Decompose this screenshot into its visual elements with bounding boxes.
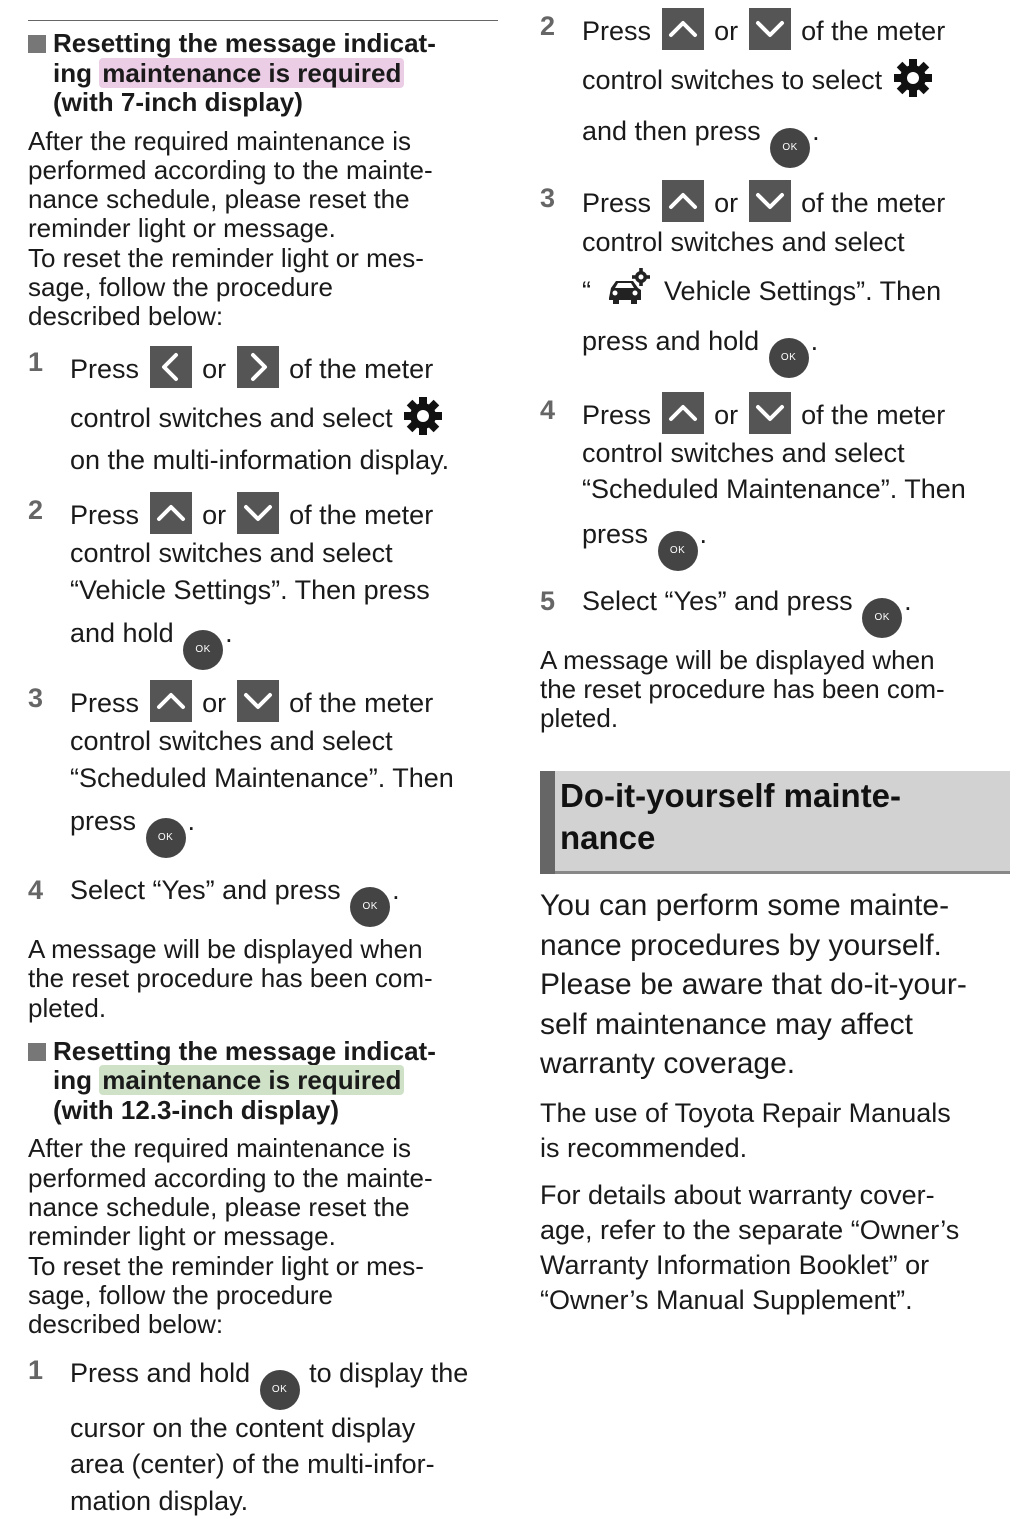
para-line: For details about warranty cover- [540, 1179, 935, 1210]
step-text: of the meter [289, 688, 434, 719]
step-text: Press [70, 353, 140, 384]
gear-icon [402, 395, 444, 437]
step-text: press [70, 806, 137, 837]
step-text: or [202, 500, 227, 531]
para-line: warranty coverage. [540, 1047, 796, 1081]
para-line: Please be aware that do-it-your- [540, 968, 967, 1002]
right-step-5 [540, 579, 1010, 638]
heading-line-3: (with 7-inch display) [53, 87, 303, 117]
step-text: of the meter [801, 188, 946, 218]
step-number: 2 [540, 11, 556, 41]
para-line: performed according to the mainte- [28, 154, 433, 185]
warranty-paragraph [540, 1178, 1010, 1318]
step-text: control switches and select [582, 437, 905, 468]
up-arrow-button-icon [150, 492, 192, 534]
heading-line-3: (with 12.3-inch display) [53, 1094, 340, 1125]
step-text: to display the [309, 1357, 469, 1388]
para-line: “Owner’s Manual Supplement”. [540, 1284, 913, 1315]
heading-line-1: Resetting the message indicat- [53, 28, 436, 58]
para-line: nance procedures by yourself. [540, 928, 942, 962]
para-line: reminder light or message. [28, 213, 336, 244]
step-text: on the multi-information display. [70, 444, 450, 475]
down-arrow-button-icon [749, 8, 791, 50]
step-text: “ [582, 275, 591, 306]
step-text: Press [582, 188, 652, 218]
intro-paragraph-12inch [28, 1134, 498, 1339]
step-number: 3 [540, 183, 556, 213]
repair-manuals-paragraph [540, 1096, 1010, 1166]
step-text: of the meter [801, 399, 946, 430]
up-arrow-button-icon [662, 392, 704, 434]
para-line: pleted. [28, 992, 107, 1023]
highlight-maintenance-required: maintenance is required [99, 58, 404, 88]
para-line: pleted. [540, 703, 619, 734]
step-text: . [812, 116, 820, 146]
para-line: reminder light or message. [28, 1221, 336, 1252]
right-step-3 [540, 180, 1010, 378]
step-text: or [202, 688, 227, 719]
step-text: control switches to select [582, 65, 883, 95]
step-text: . [810, 325, 819, 356]
step-number: 1 [28, 346, 44, 377]
step-3 [28, 680, 498, 858]
para-line: sage, follow the procedure [28, 1279, 333, 1310]
right-arrow-button-icon [237, 346, 279, 388]
step-text: . [225, 618, 233, 649]
step-number: 2 [28, 495, 44, 526]
step-text: Press [582, 399, 652, 430]
step-text: mation display. [70, 1485, 249, 1516]
para-line: described below: [28, 301, 224, 332]
para-line: After the required maintenance is [28, 125, 411, 156]
left-arrow-button-icon [150, 346, 192, 388]
down-arrow-button-icon [749, 180, 791, 222]
para-line: Warranty Information Booklet” or [540, 1249, 930, 1280]
step-text: of the meter [289, 353, 434, 384]
para-line: age, refer to the separate “Owner’s [540, 1214, 960, 1245]
step-text: or [714, 16, 739, 46]
para-line: self maintenance may affect [540, 1007, 913, 1041]
heading-line-1: Resetting the message indicat- [53, 1035, 436, 1066]
left-column [28, 0, 498, 1519]
closing-paragraph-right [540, 646, 1010, 734]
ok-button-icon: OK [862, 598, 902, 638]
step-4 [28, 868, 498, 927]
closing-paragraph-7inch [28, 935, 498, 1023]
step-2 [28, 492, 498, 670]
step-number: 3 [28, 683, 44, 714]
down-arrow-button-icon [749, 392, 791, 434]
para-line: You can perform some mainte- [540, 889, 950, 923]
step-text: area (center) of the multi-infor- [70, 1449, 435, 1480]
para-line: A message will be displayed when [28, 934, 423, 965]
step-1 [28, 344, 498, 479]
step-text: . [904, 585, 912, 616]
ok-button-icon: OK [146, 818, 186, 858]
step-number: 5 [540, 585, 556, 616]
section-heading-12inch [28, 1037, 498, 1126]
step-text: . [187, 806, 196, 837]
step-1-12inch [28, 1352, 498, 1519]
right-step-2 [540, 8, 1010, 168]
para-line: nance schedule, please reset the [28, 1192, 410, 1223]
step-text: of the meter [289, 500, 434, 531]
top-rule [28, 20, 498, 21]
step-text: press [582, 518, 649, 549]
step-text: “Vehicle Settings”. Then press [70, 574, 430, 605]
step-text: Select “Yes” and press [70, 875, 341, 906]
step-text: press and hold [582, 325, 760, 356]
diy-maintenance-heading [540, 771, 1010, 874]
para-line: sage, follow the procedure [28, 271, 333, 302]
step-text: Press [70, 500, 140, 531]
step-text: of the meter [801, 16, 946, 46]
step-text: cursor on the content display [70, 1412, 416, 1443]
up-arrow-button-icon [662, 8, 704, 50]
para-line: The use of Toyota Repair Manuals [540, 1097, 951, 1128]
step-text: Select “Yes” and press [582, 585, 853, 616]
heading-line-2-prefix: ing [53, 57, 100, 88]
down-arrow-button-icon [237, 492, 279, 534]
up-arrow-button-icon [150, 680, 192, 722]
step-text: Press [582, 16, 652, 46]
step-text: or [202, 353, 227, 384]
intro-paragraph-7inch [28, 127, 498, 332]
right-step-4 [540, 392, 1010, 571]
up-arrow-button-icon [662, 180, 704, 222]
step-text: “Scheduled Maintenance”. Then [70, 762, 454, 793]
step-text: control switches and select [70, 402, 393, 433]
para-line: To reset the reminder light or mes- [28, 1250, 424, 1281]
step-text: Press and hold [70, 1357, 251, 1388]
ok-button-icon: OK [658, 531, 698, 571]
step-number: 4 [540, 394, 556, 425]
ok-button-icon: OK [260, 1370, 300, 1410]
para-line: A message will be displayed when [540, 644, 935, 675]
heading-line: nance [560, 819, 656, 857]
para-line: is recommended. [540, 1132, 748, 1163]
vehicle-settings-icon [603, 268, 653, 310]
step-number: 4 [28, 875, 44, 906]
step-text: control switches and select [70, 726, 393, 757]
highlight-maintenance-required: maintenance is required [99, 1065, 404, 1095]
heading-line: Do-it-yourself mainte- [560, 777, 902, 815]
diy-intro-paragraph [540, 886, 1010, 1084]
gear-icon [892, 57, 934, 99]
step-text: and then press [582, 116, 761, 146]
para-line: the reset procedure has been com- [28, 963, 433, 994]
para-line: nance schedule, please reset the [28, 184, 410, 215]
section-heading-7inch [28, 29, 498, 118]
step-text: “Scheduled Maintenance”. Then [582, 474, 966, 504]
step-text: or [714, 399, 739, 430]
square-bullet-icon [28, 35, 46, 53]
step-number: 1 [28, 1354, 44, 1385]
step-text: Vehicle Settings”. Then [664, 275, 942, 306]
ok-button-icon: OK [769, 338, 809, 378]
diy-heading-text [560, 775, 901, 859]
para-line: To reset the reminder light or mes- [28, 242, 424, 273]
right-column [540, 0, 1010, 1318]
step-text: . [392, 875, 400, 906]
down-arrow-button-icon [237, 680, 279, 722]
square-bullet-icon [28, 1043, 46, 1061]
heading-accent-bar [540, 771, 555, 874]
step-text: and hold [70, 618, 174, 649]
step-text: Press [70, 688, 140, 719]
para-line: the reset procedure has been com- [540, 673, 945, 704]
heading-line-2-prefix: ing [53, 1065, 100, 1096]
step-text: control switches and select [582, 227, 905, 257]
para-line: After the required maintenance is [28, 1133, 411, 1164]
step-text: control switches and select [70, 538, 393, 569]
ok-button-icon: OK [350, 887, 390, 927]
para-line: described below: [28, 1309, 224, 1340]
para-line: performed according to the mainte- [28, 1162, 433, 1193]
step-text: . [699, 518, 708, 549]
step-text: or [714, 188, 739, 218]
ok-button-icon: OK [770, 128, 810, 168]
ok-button-icon: OK [183, 630, 223, 670]
